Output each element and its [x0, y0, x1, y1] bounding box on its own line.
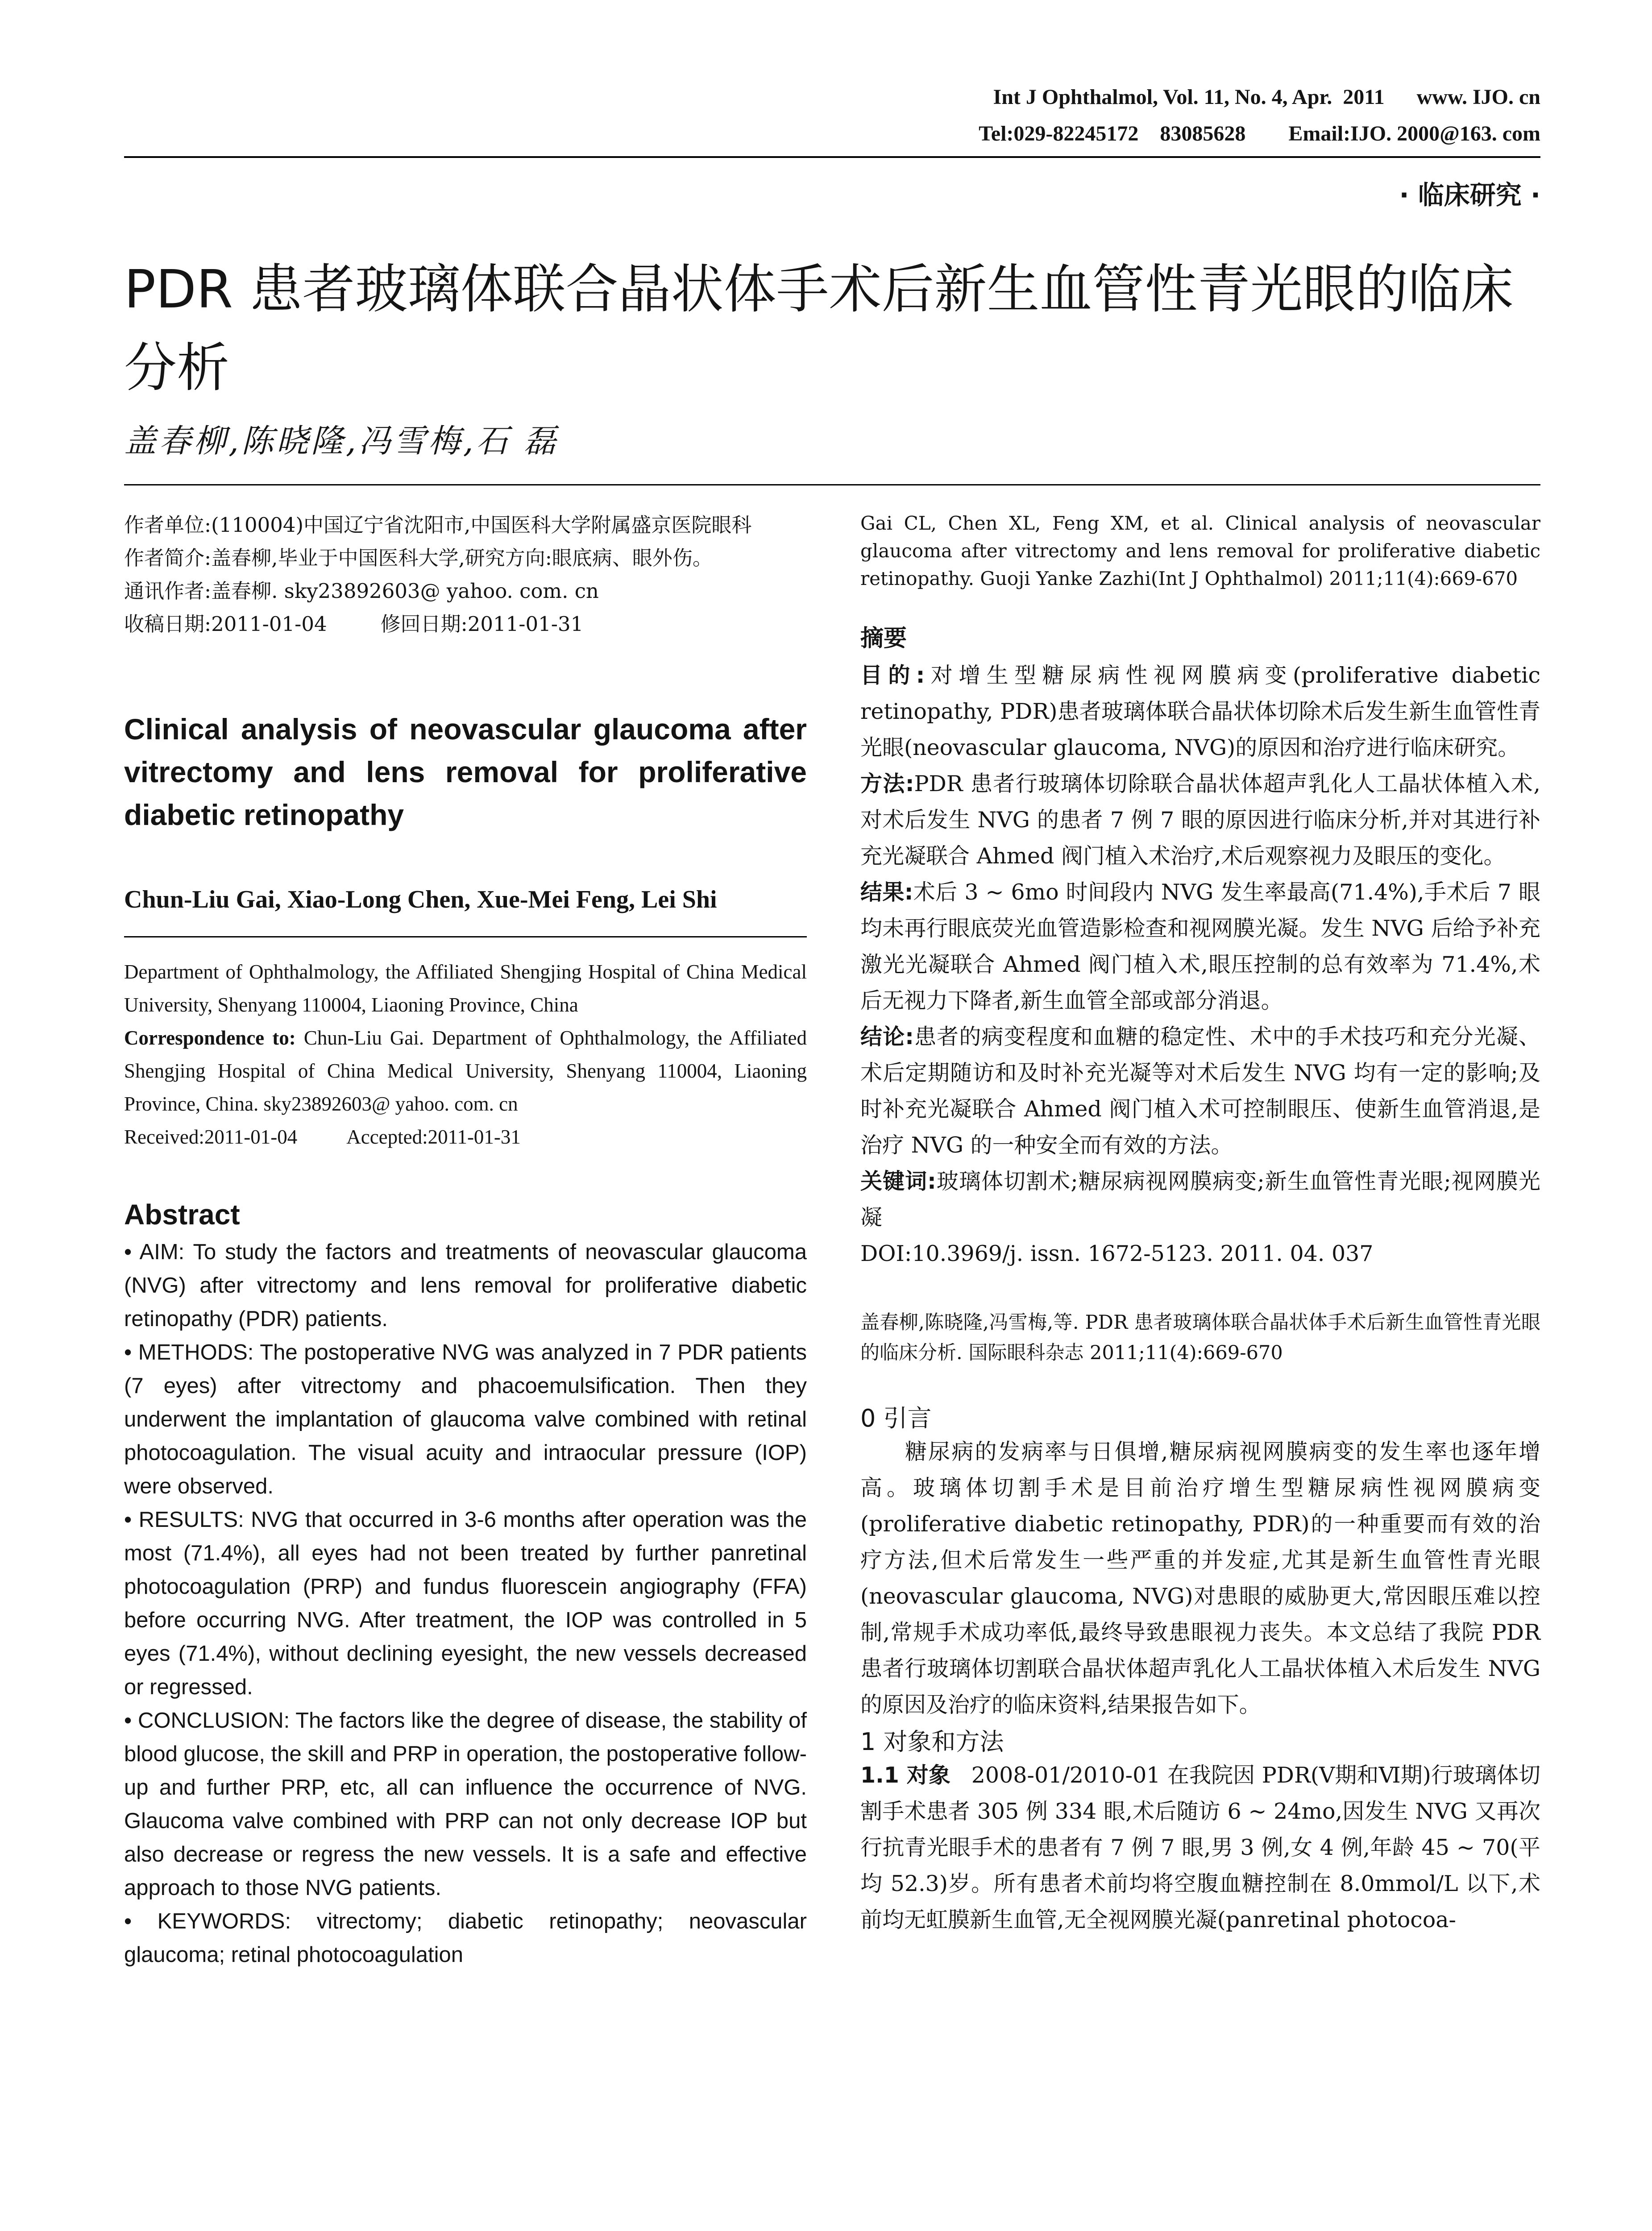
abstract-cn-conclusion-text: 患者的病变程度和血糖的稳定性、术中的手术技巧和充分光凝、术后定期随访和及时补充光凝等对术后发生 NVG 均有一定的影响;及时补充光凝联合 Ahmed 阀门植入术可控制眼压、使新生血管消退,是治疗 NVG 的一种安全而有效的方法。 [860, 1024, 1540, 1158]
dates-cn [124, 608, 807, 641]
abstract-cn-methods-text: PDR 患者行玻璃体切除联合晶状体超声乳化人工晶状体植入术,对术后发生 NVG 的患者 7 例 7 眼的原因进行临床分析,并对其进行补充光凝联合 Ahmed 阀门植入术治疗,术后观察视力及眼压的变化。 [860, 771, 1540, 869]
abstract-cn-methods-label: 方法: [860, 771, 914, 796]
subsection-text: 2008-01/2010-01 在我院因 PDR(Ⅴ期和Ⅵ期)行玻璃体切割手术患者 305 例 334 眼,术后随访 6 ~ 24mo,因发生 NVG 又再次行抗青光眼手术的患者有 7 例 7 眼,男 3 例,女 4 例,年龄 45 ~ 70(平均 52.3)岁。所有患者术前均将空腹血糖控制在 8.0mmol/L 以下,术前均无虹膜新生血管,无全视网膜光凝(panretinal photocoa- [860, 1762, 1540, 1932]
abstract-cn-results-label: 结果: [860, 879, 913, 905]
methods-body [860, 1757, 1540, 1938]
left-column [124, 500, 807, 1972]
correspondence-label: Correspondence to: [124, 1027, 296, 1049]
affiliation: Department of Ophthalmology, the Affiliated Shengjing Hospital of China Medical University, Shenyang 110004, Liaoning Province, China [124, 961, 807, 1016]
accepted-date-en: Accepted:2011-01-31 [346, 1126, 521, 1148]
abstract-methods: • METHODS: The postoperative NVG was analyzed in 7 PDR patients (7 eyes) after vitrectomy and phacoemulsification. Then they underwent the implantation of glaucoma valve combined with retinal photocoagulation. The visual acuity and intraocular pressure (IOP) were observed. [124, 1340, 807, 1498]
intro-heading: 0 引言 [860, 1404, 932, 1432]
abstract-cn-results-text: 术后 3 ~ 6mo 时间段内 NVG 发生率最高(71.4%),手术后 7 眼均未再行眼底荧光血管造影检查和视网膜光凝。发生 NVG 后给予补充激光光凝联合 Ahmed 阀门植入术,眼压控制的总有效率为 71.4%,术后无视力下降者,新生血管全部或部分消退。 [860, 879, 1540, 1013]
abstract-cn-keywords-label: 关键词: [860, 1169, 936, 1194]
subsection-label: 1.1 对象 [860, 1762, 951, 1788]
abstract-cn-methods [860, 766, 1540, 874]
article-title-cn: PDR 患者玻璃体联合晶状体手术后新生血管性青光眼的临床分析 [124, 258, 1514, 398]
abstract-conclusion: • CONCLUSION: The factors like the degree of disease, the stability of blood glucose, the skill and PRP in operation, the postoperative follow-up and further PRP, etc, all can influence the occurrence of NVG. Glaucoma valve combined with PRP can not only decrease IOP but also decrease or regress the new vessels. It is a safe and effective approach to those NVG patients. [124, 1708, 807, 1900]
received-date-cn: 收稿日期:2011-01-04 [124, 612, 327, 636]
abstract-heading: Abstract [124, 1198, 240, 1231]
corresponding-author: 通讯作者:盖春柳. sky23892603@ yahoo. com. cn [124, 579, 599, 603]
right-column [860, 500, 1540, 1938]
abstract-cn-aim-label: 目的: [860, 663, 925, 688]
affiliation-block [124, 955, 807, 1153]
authors-en: Chun-Liu Gai, Xiao-Long Chen, Xue-Mei Feng, Lei Shi [124, 886, 717, 913]
header-rule [124, 156, 1540, 158]
abstract-en [124, 1236, 807, 1972]
column-tag: · 临床研究 · [1399, 180, 1540, 210]
abstract-keywords: • KEYWORDS: vitrectomy; diabetic retinopathy; neovascular glaucoma; retinal photocoagulation [124, 1909, 807, 1967]
citation-en: Gai CL, Chen XL, Feng XM, et al. Clinical analysis of neovascular glaucoma after vitrectomy and lens removal for proliferative diabetic retinopathy. Guoji Yanke Zazhi(Int J Ophthalmol) 2011;11(4):669-670 [860, 512, 1540, 589]
abstract-cn-conclusion-label: 结论: [860, 1024, 914, 1049]
running-header-journal: Int J Ophthalmol, Vol. 11, No. 4, Apr. 2011 www. IJO. cn [993, 85, 1540, 109]
abstract-cn [860, 657, 1540, 1272]
running-header-contact: Tel:029-82245172 83085628 Email:IJO. 2000@163. com [979, 122, 1540, 145]
abstract-cn-keywords-text: 玻璃体切割术;糖尿病视网膜病变;新生血管性青光眼;视网膜光凝 [860, 1169, 1540, 1230]
abstract-aim: • AIM: To study the factors and treatments of neovascular glaucoma (NVG) after vitrectomy and lens removal for proliferative diabetic retinopathy (PDR) patients. [124, 1240, 807, 1331]
citation-cn: 盖春柳,陈晓隆,冯雪梅,等. PDR 患者玻璃体联合晶状体手术后新生血管性青光眼的临床分析. 国际眼科杂志 2011;11(4):669-670 [860, 1311, 1540, 1364]
authors-cn: 盖春柳,陈晓隆,冯雪梅,石 磊 [124, 422, 559, 460]
author-notes [124, 509, 807, 641]
abstract-cn-keywords [860, 1163, 1540, 1236]
received-date-en: Received:2011-01-04 [124, 1126, 298, 1148]
abstract-cn-conclusion [860, 1019, 1540, 1163]
correspondence-text: Chun-Liu Gai. Department of Ophthalmology, the Affiliated Shengjing Hospital of China Medical University, Shenyang 110004, Liaoning Province, China. sky23892603@ yahoo. com. cn [124, 1027, 807, 1115]
author-unit: 作者单位:(110004)中国辽宁省沈阳市,中国医科大学附属盛京医院眼科 [124, 513, 752, 537]
author-bio: 作者简介:盖春柳,毕业于中国医科大学,研究方向:眼底病、眼外伤。 [124, 546, 713, 570]
title-rule [124, 484, 1540, 485]
abstract-cn-aim-text: 对增生型糖尿病性视网膜病变(proliferative diabetic retinopathy, PDR)患者玻璃体联合晶状体切除术后发生新生血管性青光眼(neovascular glaucoma, NVG)的原因和治疗进行临床研究。 [860, 663, 1540, 760]
affiliation-rule [124, 936, 807, 937]
correspondence [124, 1021, 807, 1120]
intro-body [860, 1434, 1540, 1723]
methods-heading: 1 对象和方法 [860, 1728, 1004, 1756]
intro-paragraph: 糖尿病的发病率与日俱增,糖尿病视网膜病变的发生率也逐年增高。玻璃体切割手术是目前治疗增生型糖尿病性视网膜病变(proliferative diabetic retinopathy, PDR)的一种重要而有效的治疗方法,但术后常发生一些严重的并发症,尤其是新生血管性青光眼(neovascular glaucoma, NVG)对患眼的威胁更大,常因眼压难以控制,常规手术成功率低,最终导致患眼视力丧失。本文总结了我院 PDR 患者行玻璃体切割联合晶状体超声乳化人工晶状体植入术后发生 NVG 的原因及治疗的临床资料,结果报告如下。 [860, 1439, 1540, 1717]
abstract-cn-aim [860, 657, 1540, 766]
dates-en [124, 1120, 807, 1153]
abstract-results: • RESULTS: NVG that occurred in 3-6 months after operation was the most (71.4%), all eyes had not been treated by further panretinal photocoagulation (PRP) and fundus fluorescein angiography (FFA) before occurring NVG. After treatment, the IOP was controlled in 5 eyes (71.4%), without declining eyesight, the new vessels decreased or regressed. [124, 1508, 807, 1699]
article-title-en: Clinical analysis of neovascular glaucoma after vitrectomy and lens removal for proliferative diabetic retinopathy [124, 713, 807, 831]
doi: DOI:10.3969/j. issn. 1672-5123. 2011. 04. 037 [860, 1241, 1374, 1266]
subjects-paragraph [860, 1757, 1540, 1938]
revised-date-cn: 修回日期:2011-01-31 [380, 612, 584, 636]
abstract-cn-results [860, 874, 1540, 1019]
abstract-heading-cn: 摘要 [860, 625, 907, 652]
